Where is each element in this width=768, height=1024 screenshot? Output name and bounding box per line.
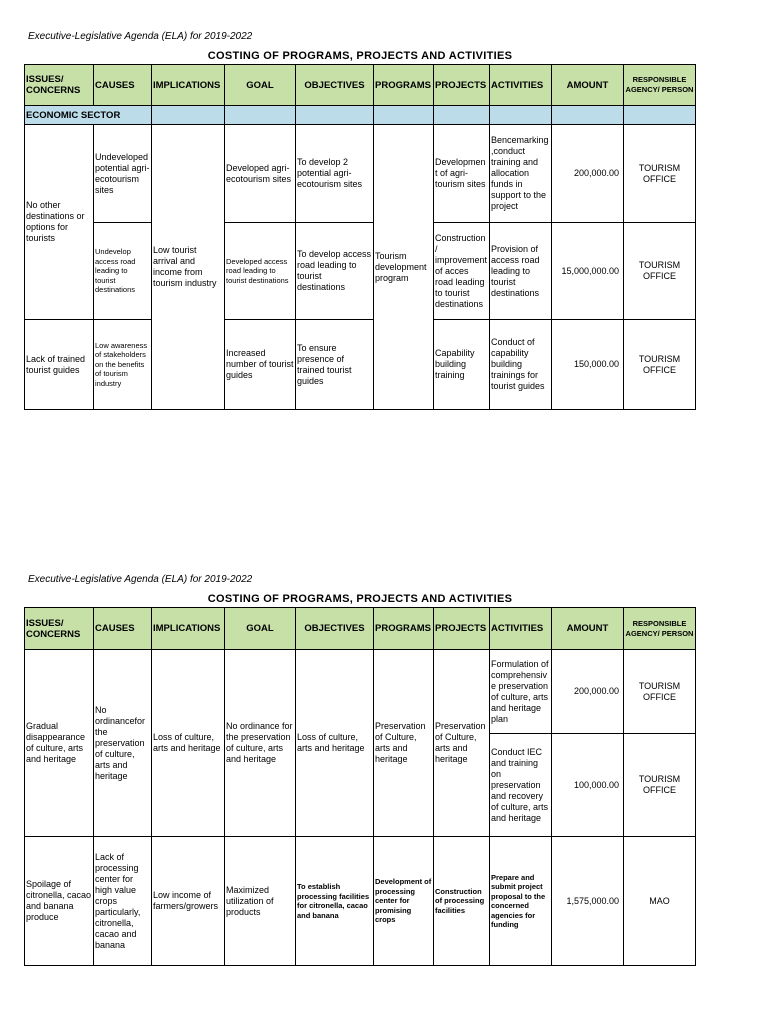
header-implications: IMPLICATIONS bbox=[152, 65, 225, 106]
project-cell: Construction/ improvement of acces road leading to tourist destinations bbox=[434, 223, 490, 320]
responsible-cell: TOURISM OFFICE bbox=[624, 650, 696, 734]
header-causes: CAUSES bbox=[94, 65, 152, 106]
project-cell: Construction of processing facilities bbox=[434, 837, 490, 966]
header-activities: ACTIVITIES bbox=[490, 608, 552, 650]
header-responsible: RESPONSIBLE AGENCY/ PERSON bbox=[624, 608, 696, 650]
header-projects: PROJECTS bbox=[434, 608, 490, 650]
goal-cell: No ordinance for the preservation of culture, arts and heritage bbox=[225, 650, 296, 837]
objective-cell: To develop access road leading to tourist destinations bbox=[296, 223, 374, 320]
header-amount: AMOUNT bbox=[552, 65, 624, 106]
responsible-cell: MAO bbox=[624, 837, 696, 966]
activity-cell: Conduct IEC and training on preservation and recovery of culture, arts and heritage bbox=[490, 734, 552, 837]
goal-cell: Increased number of tourist guides bbox=[225, 320, 296, 410]
cause-cell: No ordinancefor the preservation of culture, arts and heritage bbox=[94, 650, 152, 837]
responsible-cell: TOURISM OFFICE bbox=[624, 125, 696, 223]
amount-cell: 15,000,000.00 bbox=[552, 223, 624, 320]
program-cell: Preservation of Culture, arts and heritage bbox=[374, 650, 434, 837]
header-row bbox=[25, 65, 696, 106]
goal-cell: Developed agri-ecotourism sites bbox=[225, 125, 296, 223]
costing-table bbox=[24, 607, 696, 966]
program-cell: Tourism development program bbox=[374, 125, 434, 410]
sector-row bbox=[25, 106, 696, 125]
implication-cell: Low income of farmers/growers bbox=[152, 837, 225, 966]
amount-cell: 1,575,000.00 bbox=[552, 837, 624, 966]
amount-cell: 150,000.00 bbox=[552, 320, 624, 410]
project-cell: Capability building training bbox=[434, 320, 490, 410]
header-responsible: RESPONSIBLE AGENCY/ PERSON bbox=[624, 65, 696, 106]
header-issues: ISSUES/ CONCERNS bbox=[25, 608, 94, 650]
document-caption: Executive-Legislative Agenda (ELA) for 2019-2022 bbox=[28, 31, 253, 42]
header-objectives: OBJECTIVES bbox=[296, 608, 374, 650]
sector-label: ECONOMIC SECTOR bbox=[25, 106, 152, 125]
responsible-cell: TOURISM OFFICE bbox=[624, 320, 696, 410]
implication-cell: Low tourist arrival and income from tourism industry bbox=[152, 125, 225, 410]
header-projects: PROJECTS bbox=[434, 65, 490, 106]
issue-cell: Lack of trained tourist guides bbox=[25, 320, 94, 410]
table-title: COSTING OF PROGRAMS, PROJECTS AND ACTIVITIES bbox=[207, 50, 513, 62]
issue-cell: Spoilage of citronella, cacao and banana produce bbox=[25, 837, 94, 966]
header-row bbox=[25, 608, 696, 650]
table-row bbox=[25, 223, 696, 320]
header-programs: PROGRAMS bbox=[374, 65, 434, 106]
issue-cell: Gradual disappearance of culture, arts and heritage bbox=[25, 650, 94, 837]
cause-cell: Lack of processing center for high value crops particularly, citronella, cacao and banana bbox=[94, 837, 152, 966]
header-issues: ISSUES/ CONCERNS bbox=[25, 65, 94, 106]
header-programs: PROGRAMS bbox=[374, 608, 434, 650]
amount-cell: 100,000.00 bbox=[552, 734, 624, 837]
goal-cell: Maximized utilization of products bbox=[225, 837, 296, 966]
activity-cell: Formulation of comprehensiv e preservation of culture, arts and heritage plan bbox=[490, 650, 552, 734]
cause-cell: Undevelop access road leading to tourist destinations bbox=[94, 223, 152, 320]
table-row bbox=[25, 125, 696, 223]
table-row bbox=[25, 837, 696, 966]
header-implications: IMPLICATIONS bbox=[152, 608, 225, 650]
header-goal: GOAL bbox=[225, 608, 296, 650]
header-amount: AMOUNT bbox=[552, 608, 624, 650]
table-title: COSTING OF PROGRAMS, PROJECTS AND ACTIVITIES bbox=[207, 593, 513, 605]
cause-cell: Undeveloped potential agri-ecotourism sites bbox=[94, 125, 152, 223]
responsible-cell: TOURISM OFFICE bbox=[624, 734, 696, 837]
project-cell: Development of agri-tourism sites bbox=[434, 125, 490, 223]
ela-page-2 bbox=[24, 573, 768, 966]
activity-cell: Provision of access road leading to tourist destinations bbox=[490, 223, 552, 320]
objective-cell: To develop 2 potential agri-ecotourism sites bbox=[296, 125, 374, 223]
activity-cell: Prepare and submit project proposal to the concerned agencies for funding bbox=[490, 837, 552, 966]
activity-cell: Conduct of capability building trainings for tourist guides bbox=[490, 320, 552, 410]
responsible-cell: TOURISM OFFICE bbox=[624, 223, 696, 320]
amount-cell: 200,000.00 bbox=[552, 650, 624, 734]
table-row bbox=[25, 320, 696, 410]
header-causes: CAUSES bbox=[94, 608, 152, 650]
cause-cell: Low awareness of stakeholders on the benefits of tourism industry bbox=[94, 320, 152, 410]
objective-cell: To establish processing facilities for citronella, cacao and banana bbox=[296, 837, 374, 966]
header-activities: ACTIVITIES bbox=[490, 65, 552, 106]
objective-cell: Loss of culture, arts and heritage bbox=[296, 650, 374, 837]
header-goal: GOAL bbox=[225, 65, 296, 106]
ela-page-1 bbox=[24, 30, 768, 410]
project-cell: Preservation of Culture, arts and heritage bbox=[434, 650, 490, 837]
implication-cell: Loss of culture, arts and heritage bbox=[152, 650, 225, 837]
activity-cell: Bencemarking ,conduct training and allocation funds in support to the project bbox=[490, 125, 552, 223]
amount-cell: 200,000.00 bbox=[552, 125, 624, 223]
issue-cell: No other destinations or options for tourists bbox=[25, 125, 94, 320]
header-objectives: OBJECTIVES bbox=[296, 65, 374, 106]
document-caption: Executive-Legislative Agenda (ELA) for 2019-2022 bbox=[28, 574, 253, 585]
goal-cell: Developed access road leading to tourist destinations bbox=[225, 223, 296, 320]
program-cell: Development of processing center for promising crops bbox=[374, 837, 434, 966]
objective-cell: To ensure presence of trained tourist guides bbox=[296, 320, 374, 410]
costing-table bbox=[24, 64, 696, 410]
table-row bbox=[25, 650, 696, 734]
